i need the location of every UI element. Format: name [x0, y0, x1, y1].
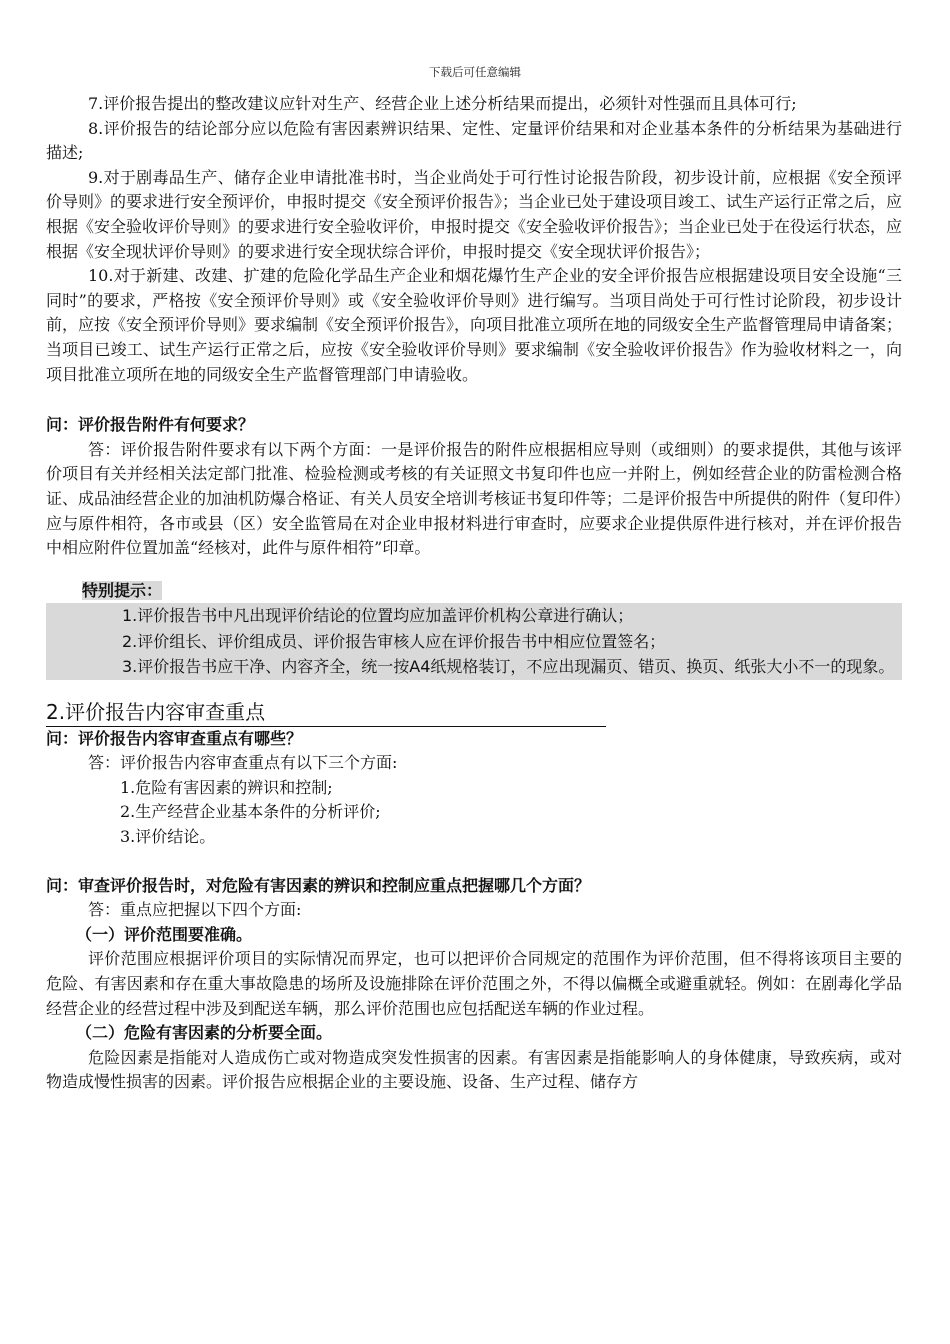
page-header: 下载后可任意编辑 — [429, 65, 521, 79]
paragraph-scope: 评价范围应根据评价项目的实际情况而界定，也可以把评价合同规定的范围作为评价范围，但不得将该项目主要的危险、有害因素和存在重大事故隐患的场所及设施排除在评价范围之外，不得以偏概全或避重就轻。例如：在剧毒化学品经营企业的经营过程中涉及到配送车辆，那么评价范围也应包括配送车辆的作业过程。 — [46, 949, 902, 1018]
subheading-analysis: （二）危险有害因素的分析要全面。 — [76, 1023, 333, 1043]
notice-item: 1.评价报告书中凡出现评价结论的位置均应加盖评价机构公章进行确认； — [46, 603, 902, 629]
paragraph-7: 7.评价报告提出的整改建议应针对生产、经营企业上述分析结果而提出，必须针对性强而且具体可行; — [88, 94, 797, 113]
list-item: 3.评价结论。 — [120, 827, 216, 847]
list-item: 2.生产经营企业基本条件的分析评价; — [120, 802, 381, 822]
notice-item: 3.评价报告书应干净、内容齐全，统一按A4纸规格装订，不应出现漏页、错页、换页、纸张大小不一的现象。 — [46, 654, 902, 680]
paragraph-8: 8.评价报告的结论部分应以危险有害因素辨识结果、定性、定量评价结果和对企业基本条件的分析结果为基础进行描述; — [46, 118, 902, 163]
section-title: 2.评价报告内容审查重点 — [46, 698, 606, 727]
answer-attachments: 答：评价报告附件要求有以下两个方面：一是评价报告的附件应根据相应导则（或细则）的要求提供，其他与该评价项目有关并经相关法定部门批准、检验检测或考核的有关证照文书复印件也应一并附上，例如经营企业的防雷检测合格证、成品油经营企业的加油机防爆合格证、有关人员安全培训考核证书复印件等；二是评价报告中所提供的附件（复印件）应与原件相符，各市或县（区）安全监管局在对企业申报材料进行审查时，应要求企业提供原件进行核对，并在评价报告中相应附件位置加盖“经核对，此件与原件相符”印章。 — [46, 439, 903, 558]
paragraph-analysis: 危险因素是指能对人造成伤亡或对物造成突发性损害的因素。有害因素是指能影响人的身体健康，导致疾病，或对物造成慢性损害的因素。评价报告应根据企业的主要设施、设备、生产过程、储存方 — [46, 1047, 902, 1092]
question-attachments: 问：评价报告附件有何要求？ — [46, 415, 255, 435]
body-text — [46, 92, 902, 1095]
special-notice — [46, 578, 902, 680]
question-review-focus: 问：评价报告内容审查重点有哪些？ — [46, 728, 303, 748]
special-notice-title: 特别提示： — [82, 580, 163, 600]
subheading-scope: （一）评价范围要准确。 — [76, 924, 253, 944]
paragraph-10: 10.对于新建、改建、扩建的危险化学品生产企业和烟花爆竹生产企业的安全评价报告应根据建设项目安全设施“三同时”的要求，严格按《安全预评价导则》或《安全验收评价导则》进行编写。当项目尚处于可行性讨论阶段，初步设计前，应按《安全预评价导则》要求编制《安全预评价报告》，向项目批准立项所在地的同级安全生产监督管理局申请备案；当项目已竣工、试生产运行正常之后，应按《安全验收评价导则》要求编制《安全验收评价报告》作为验收材料之一，向项目批准立项所在地的同级安全生产监督管理部门申请验收。 — [46, 266, 903, 384]
question-hazard-control: 问：审查评价报告时，对危险有害因素的辨识和控制应重点把握哪几个方面？ — [46, 875, 591, 895]
paragraph-9: 9.对于剧毒品生产、储存企业申请批准书时，当企业尚处于可行性讨论报告阶段，初步设计前，应根据《安全预评价导则》的要求进行安全预评价，申报时提交《安全预评价报告》；当企业已处于建设项目竣工、试生产运行正常之后，应根据《安全验收评价导则》的要求进行安全验收评价，申报时提交《安全验收评价报告》；当企业已处于在役运行状态，应根据《安全现状评价导则》的要求进行安全现状综合评价，申报时提交《安全现状评价报告》； — [46, 167, 903, 261]
notice-item: 2.评价组长、评价组成员、评价报告审核人应在评价报告书中相应位置签名； — [46, 629, 902, 655]
list-item: 1.危险有害因素的辨识和控制; — [120, 777, 333, 797]
answer-hazard-control: 答：重点应把握以下四个方面: — [88, 900, 302, 920]
answer-review-focus: 答：评价报告内容审查重点有以下三个方面: — [88, 753, 398, 773]
